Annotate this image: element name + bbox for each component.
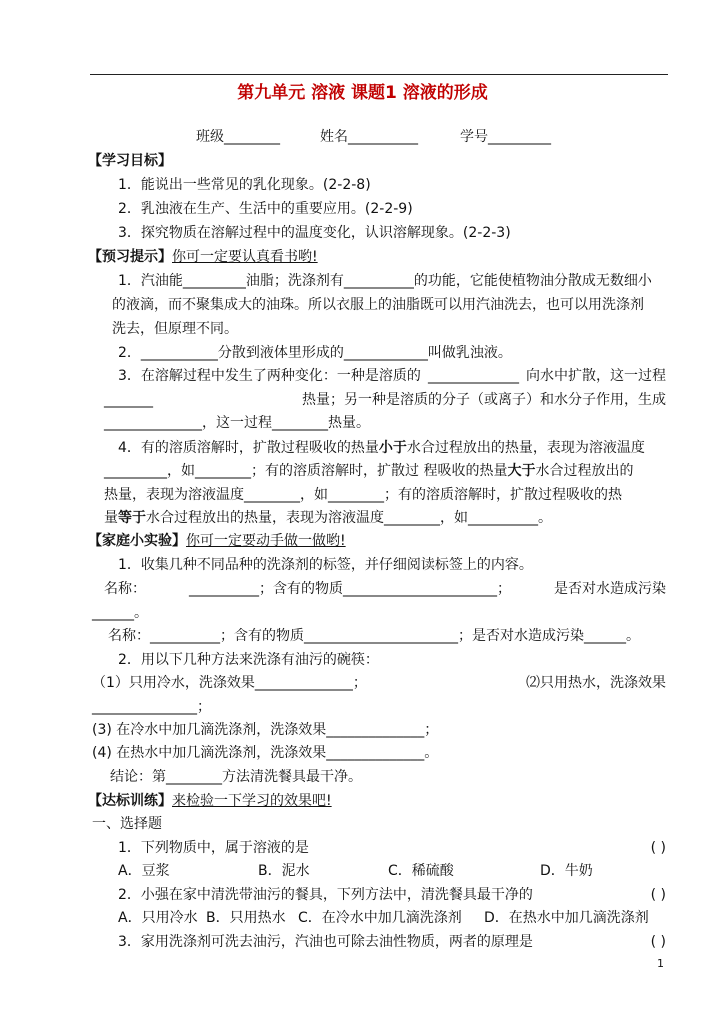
option: D．牛奶 [540,863,593,879]
option: B．只用热水 [206,910,286,926]
text: 水合过程放出的 [535,463,634,479]
emphasis-equal: 等于 [118,510,146,526]
experiment-header: 【家庭小实验】 [88,533,186,549]
experiment-q1: 1．收集几种不同品种的洗涤剂的标签，并仔细阅读标签上的内容。 [118,557,533,573]
option: C．在冷水中加几滴洗涤剂 [298,910,462,926]
question-stem: 1．下列物质中，属于溶液的是 [118,840,309,856]
text: 名称： [104,581,146,597]
experiment-header-row [88,532,346,550]
experiment-q2: 2．用以下几种方法来洗涤有油污的碗筷： [118,652,379,668]
question-stem: 3．家用洗涤剂可洗去油污，汽油也可除去油性物质，两者的原理是 [118,934,533,950]
practice-header-row [88,792,332,810]
goal-item: 1．能说出一些常见的乳化现象。(2-2-8) [118,177,371,193]
answer-bracket: ( ) [650,934,666,950]
emphasis-greater: 大于 [507,463,536,479]
preview-header: 【预习提示】 [88,249,172,265]
experiment-note: 你可一定要动手做一做哟! [186,533,346,549]
option: A．只用冷水 [118,910,198,926]
answer-bracket: ( ) [650,887,666,903]
method-1-2 [92,674,666,692]
preview-q3-line1 [118,367,666,385]
text: 量 [104,510,118,526]
student-id-field: 学号_________ [460,129,551,145]
goal-item: 2．乳浊液在生产、生活中的重要应用。(2-2-9) [118,201,413,217]
preview-q1-line: 的液滴，而不聚集成大的油珠。所以衣服上的油脂既可以用汽油洗去，也可以用洗涤剂 [112,297,644,313]
preview-q3-text: 向水中扩散，这一过程 [526,368,666,384]
top-rule [90,74,668,75]
preview-q4-line1 [118,439,645,457]
conclusion: 结论：第________方法清洗餐具最干净。 [110,769,362,785]
preview-q3-text: 3．在溶解过程中发生了两种变化：一种是溶质的 [118,368,421,384]
blank: _______ [104,392,153,408]
preview-q2: 2．___________分散到液体里形成的____________叫做乳浊液。 [118,345,512,361]
preview-q3-line2 [104,391,666,409]
preview-q4-line3: 热量，表现为溶液温度________，如________；有的溶质溶解时，扩散过程吸收的热 [104,487,622,503]
question-3 [118,933,666,951]
option: D．在热水中加几滴洗涤剂 [484,910,649,926]
label-row-1-cont: ______。 [92,605,148,621]
blank: _____________ [427,368,519,384]
label-row-2: 名称：__________；含有的物质______________________；是否对水造成污染______。 [108,628,640,644]
question-2 [118,886,666,904]
goal-item: 3．探究物质在溶解过程中的温度变化，认识溶解现象。(2-2-3) [118,225,511,241]
text: 是否对水造成污染 [554,581,666,597]
question-1 [118,839,666,857]
goals-header: 【学习目标】 [88,153,172,169]
answer-bracket: ( ) [650,840,666,856]
practice-note: 来检验一下学习的效果吧! [172,793,332,809]
preview-q1-line: 1．汽油能_________油脂；洗涤剂有__________的功能，它能使植物油分散成无数细小 [118,273,652,289]
preview-q4-line2 [104,462,633,480]
preview-q3-line3: ______________，这一过程________热量。 [104,415,370,431]
page-number: 1 [657,957,664,970]
preview-q1-line: 洗去，但原理不同。 [112,321,238,337]
option: A．豆浆 [118,863,170,879]
text: 水合过程放出的热量，表现为溶液温度 [406,440,645,456]
emphasis-less: 小于 [378,440,407,456]
preview-q3-text: 热量；另一种是溶质的分子（或离子）和水分子作用，生成 [302,392,666,408]
text: __________；含有的物质______________________； [189,581,511,597]
method-2-cont: _______________； [92,699,211,715]
page-title: 第九单元 溶液 课题1 溶液的形成 [237,83,488,103]
option: B．泥水 [258,863,310,879]
option: C．稀硫酸 [388,863,454,879]
question-stem: 2．小强在家中清洗带油污的餐具，下列方法中，清洗餐具最干净的 [118,887,533,903]
preview-note: 你可一定要认真看书哟! [172,249,318,265]
label-row-1 [104,580,666,598]
class-field: 班级________ [196,129,280,145]
text: 4．有的溶质溶解时，扩散过程吸收的热量 [118,440,379,456]
text: （1）只用冷水，洗涤效果______________； [92,675,367,691]
section-title: 一、选择题 [92,816,162,832]
preview-header-row [88,248,318,266]
text: ⑵只用热水，洗涤效果 [526,675,666,691]
method-3: (3) 在冷水中加几滴洗涤剂，洗涤效果______________； [92,722,439,738]
preview-q4-line4 [104,509,552,527]
name-field: 姓名__________ [320,129,418,145]
practice-header: 【达标训练】 [88,793,172,809]
text: 水合过程放出的热量，表现为溶液温度________，如__________。 [146,510,552,526]
method-4: (4) 在热水中加几滴洗涤剂，洗涤效果______________。 [92,745,439,761]
text: _________，如________；有的溶质溶解时，扩散过 程吸收的热量 [104,463,508,479]
